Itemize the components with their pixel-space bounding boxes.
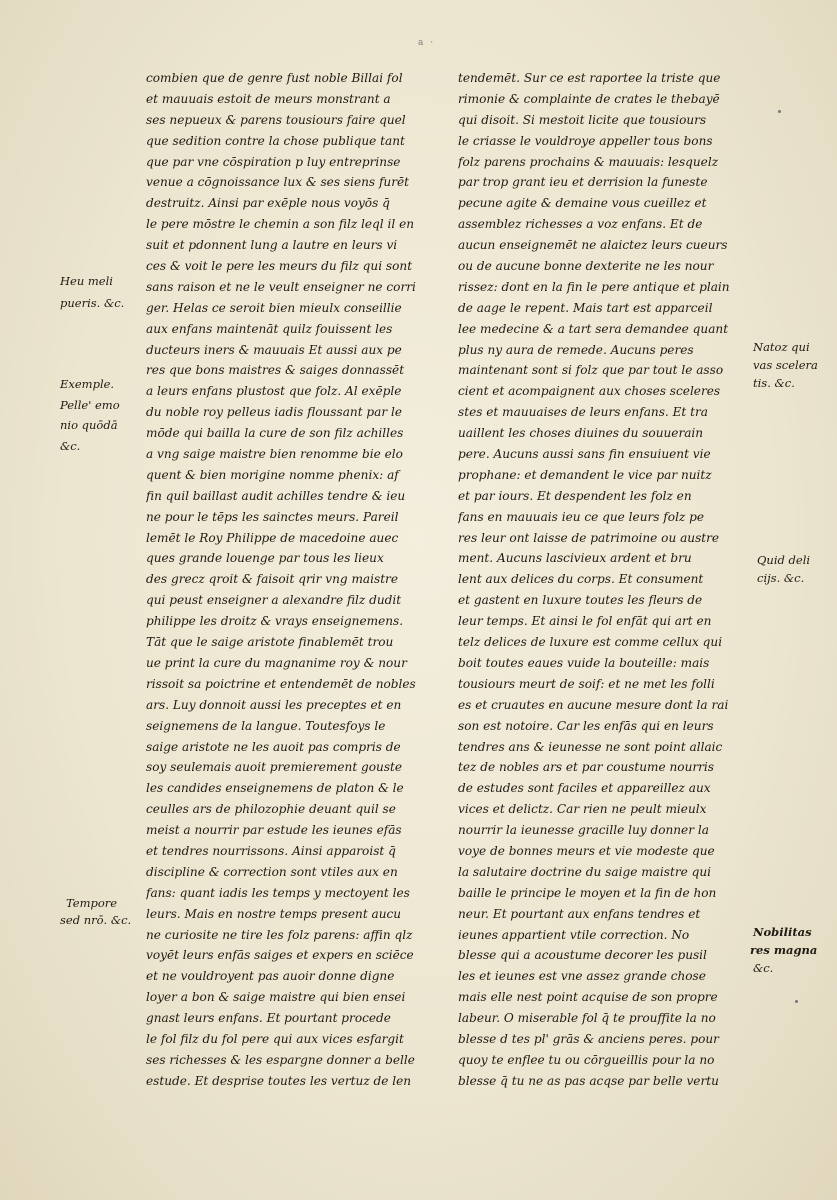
left-text-line: loyer a bon & saige maistre qui bien ensei [146, 990, 406, 1005]
right-text-line: la salutaire doctrine du saige maistre qui [458, 864, 712, 879]
left-text-line: fin quil baillast audit achilles tendre & ieu [146, 488, 406, 503]
right-text-line: tez de nobles ars et par coustume nourris [458, 760, 715, 775]
left-text-line: philippe les droitz & vrays enseignemens. [146, 614, 404, 629]
right-text-line: blesse qui a acoustume decorer les pusil [458, 948, 707, 963]
margin-note-cijs: cijs. &c. [757, 571, 805, 585]
right-text-line: uaillent les choses diuines du souuerain [458, 426, 704, 441]
left-text-line: ceulles ars de philozophie deuant quil se [146, 802, 396, 817]
right-text-line: de aage le repent. Mais tart est apparceil [458, 300, 713, 315]
right-text-line: et gastent en luxure toutes les fleurs de [458, 593, 703, 608]
right-text-line: blesse q̄ tu ne as pas acqse par belle vertu [458, 1073, 719, 1088]
margin-note-natoz: Natoz qui [753, 340, 810, 354]
right-text-line: et par iours. Et despendent les folz en [458, 488, 692, 503]
right-text-line: aucun enseignemēt ne alaictez leurs cueurs [458, 238, 728, 253]
left-text-line: aux enfans maintenāt quilz fouissent les [146, 321, 393, 336]
left-text-line: ses nepueux & parens tousiours faire quel [146, 112, 406, 127]
left-text-line: gnast leurs enfans. Et pourtant procede [146, 1011, 391, 1026]
margin-note-etc-right: &c. [753, 961, 774, 975]
margin-note-exemple: Exemple. [60, 377, 115, 391]
left-text-line: et mauuais estoit de meurs monstrant a [146, 91, 391, 106]
right-text-line: assemblez richesses a voz enfans. Et de [458, 217, 703, 232]
right-text-line: neur. Et pourtant aux enfans tendres et [458, 906, 701, 921]
right-text-line: ment. Aucuns lascivieux ardent et bru [458, 551, 692, 566]
left-text-line: ducteurs iners & mauuais Et aussi aux pe [146, 342, 402, 357]
right-text-line: mais elle nest point acquise de son propre [458, 990, 718, 1005]
right-text-line: pecune agite & demaine vous cueillez et [458, 196, 707, 211]
right-text-line: folz parens prochains & mauuais: lesquelz [458, 154, 719, 169]
left-text-line: qui peust enseigner a alexandre filz dudit [146, 593, 402, 608]
right-text-line: tousiours meurt de soif: et ne met les folli [458, 676, 715, 691]
left-text-line: seignemens de la langue. Toutesfoys le [146, 718, 386, 733]
margin-note-etc: &c. [60, 439, 81, 453]
left-text-line: suit et pdonnent lung a lautre en leurs vi [146, 238, 398, 253]
left-text-line: fans: quant iadis les temps y mectoyent les [146, 885, 410, 900]
left-text-line: et tendres nourrissons. Ainsi apparoist q̄ [146, 843, 396, 858]
left-text-line: ne pour le tēps les sainctes meurs. Pareil [146, 509, 399, 524]
right-text-line: blesse d tes pl' grās & anciens peres. pour [458, 1031, 719, 1046]
left-text-line: ars. Luy donnoit aussi les preceptes et en [146, 697, 402, 712]
right-text-line: tendres ans & ieunesse ne sont point allaic [458, 739, 723, 754]
right-text-line: vices et delictz. Car rien ne peult mieulx [458, 802, 707, 817]
right-text-line: le criasse le vouldroye appeller tous bons [458, 133, 713, 148]
left-text-line: ses richesses & les espargne donner a belle [146, 1052, 415, 1067]
right-text-line: stes et mauuaises de leurs enfans. Et tra [458, 405, 708, 420]
right-text-line: tendemēt. Sur ce est raportee la triste que [458, 71, 721, 85]
right-text-line: labeur. O miserable fol q̄ te prouffite la no [458, 1011, 716, 1026]
right-text-line: quoy te enflee tu ou cōrgueillis pour la no [458, 1052, 715, 1067]
left-text-line: a vng saige maistre bien renomme bie elo [146, 447, 403, 462]
left-text-line: ue print la cure du magnanime roy & nour [146, 655, 407, 670]
left-text-line: ger. Helas ce seroit bien mieulx conseillie [146, 300, 402, 315]
left-text-line: mōde qui bailla la cure de son filz achilles [146, 426, 404, 441]
left-text-line: combien que de genre fust noble Billai fol [146, 71, 403, 85]
right-text-line: lee medecine & a tart sera demandee quant [458, 321, 729, 336]
right-text-line: par trop grant ieu et derrision la funeste [458, 175, 708, 190]
left-text-line: que sedition contre la chose publique tant [146, 133, 405, 148]
left-text-line: le fol filz du fol pere qui aux vices esfargit [146, 1031, 404, 1046]
right-text-line: qui disoit. Si mestoit licite que tousiours [458, 112, 707, 127]
margin-note-tempore: Tempore [66, 896, 118, 910]
left-text-line: ces & voit le pere les meurs du filz qui sont [146, 259, 413, 274]
left-text-line: du noble roy pelleus iadis floussant par le [146, 405, 403, 420]
right-text-line: rissez: dont en la fin le pere antique et plain [458, 279, 730, 294]
right-text-column [458, 68, 750, 1092]
right-text-line: voye de bonnes meurs et vie modeste que [458, 843, 715, 858]
right-text-line: rimonie & complainte de crates le thebayē [458, 91, 720, 106]
spot-mark [778, 110, 781, 113]
left-text-line: rissoit sa poictrine et entendemēt de nobles [146, 676, 416, 691]
left-text-line: saige aristote ne les auoit pas compris de [146, 739, 401, 754]
right-text-line: ou de aucune bonne dexterite ne les nour [458, 259, 714, 274]
spot-mark [795, 1000, 798, 1003]
left-text-line: ne curiosite ne tire les folz parens: affin qlz [146, 927, 413, 942]
right-text-line: son est notoire. Car les enfās qui en leurs [458, 718, 714, 733]
left-text-line: Tāt que le saige aristote finablemēt trou [146, 635, 394, 650]
right-text-line: leur temps. Et ainsi le fol enfāt qui art en [458, 614, 712, 629]
folio-mark: a · [418, 38, 436, 48]
margin-note-sed: sed nrō. &c. [60, 913, 132, 927]
left-text-line: leurs. Mais en nostre temps present aucu [146, 906, 402, 921]
right-text-line: ieunes appartient vtile correction. No [458, 927, 690, 942]
right-text-line: telz delices de luxure est comme cellux qui [458, 635, 723, 650]
right-text-line: nourrir la ieunesse gracille luy donner la [458, 823, 709, 838]
left-text-line: lemēt le Roy Philippe de macedoine auec [146, 530, 399, 545]
right-text-line: maintenant sont si folz que par tout le asso [458, 363, 724, 378]
left-text-line: sans raison et ne le veult enseigner ne corri [146, 279, 416, 294]
right-text-line: boit toutes eaues vuide la bouteille: mais [458, 655, 710, 670]
left-text-line: que par vne cōspiration p luy entreprinse [146, 154, 401, 169]
left-text-line: des grecz qroit & faisoit qrir vng maistre [146, 572, 398, 587]
left-text-line: res que bons maistres & saiges donnassēt [146, 363, 405, 378]
left-text-line: le pere mōstre le chemin a son filz leql il en [146, 217, 415, 232]
right-text-line: pere. Aucuns aussi sans fin ensuiuent vie [458, 447, 711, 462]
right-text-line: fans en mauuais ieu ce que leurs folz pe [458, 509, 705, 524]
left-text-column [146, 68, 436, 1092]
right-text-line: les et ieunes est vne assez grande chose [458, 969, 706, 984]
left-text-line: et ne vouldroyent pas auoir donne digne [146, 969, 395, 984]
right-text-line: plus ny aura de remede. Aucuns peres [458, 342, 694, 357]
margin-note-pueris: pueris. &c. [60, 296, 125, 310]
margin-note-pelle: Pelle' emo [60, 398, 120, 412]
right-text-line: baille le principe le moyen et la fin de hon [458, 885, 717, 900]
margin-note-magna: res magna [750, 943, 818, 957]
right-text-line: prophane: et demandent le vice par nuitz [458, 467, 712, 482]
right-text-line: cient et acompaignent aux choses sceleres [458, 384, 721, 399]
left-text-line: meist a nourrir par estude les ieunes efās [146, 823, 402, 838]
margin-note-vas: vas scelera [753, 358, 818, 372]
right-text-line: lent aux delices du corps. Et consument [458, 572, 704, 587]
left-text-line: quent & bien morigine nomme phenix: af [146, 467, 399, 482]
margin-note-nobilitas: Nobilitas [753, 925, 812, 939]
margin-note-nio: nio quōdā [60, 418, 118, 432]
left-text-line: les candides enseignemens de platon & le [146, 781, 404, 796]
right-text-line: res leur ont laisse de patrimoine ou austre [458, 530, 720, 545]
left-text-line: discipline & correction sont vtiles aux en [146, 864, 398, 879]
margin-note-tis: tis. &c. [753, 376, 795, 390]
right-text-line: es et cruautes en aucune mesure dont la rai [458, 697, 729, 712]
left-text-line: soy seulemais auoit premierement gouste [146, 760, 403, 775]
left-text-line: ques grande louenge par tous les lieux [146, 551, 384, 566]
left-text-line: voyēt leurs enfās saiges et expers en sciēce [146, 948, 414, 963]
left-text-line: a leurs enfans plustost que folz. Al exēple [146, 384, 402, 399]
margin-note-heu: Heu meli [60, 274, 113, 288]
right-text-line: de estudes sont faciles et appareillez aux [458, 781, 711, 796]
left-text-line: venue a cōgnoissance lux & ses siens furēt [146, 175, 410, 190]
left-text-line: estude. Et desprise toutes les vertuz de len [146, 1073, 412, 1088]
left-text-line: destruitz. Ainsi par exēple nous voyōs q̄ [146, 196, 390, 211]
margin-note-quid: Quid deli [757, 553, 811, 567]
